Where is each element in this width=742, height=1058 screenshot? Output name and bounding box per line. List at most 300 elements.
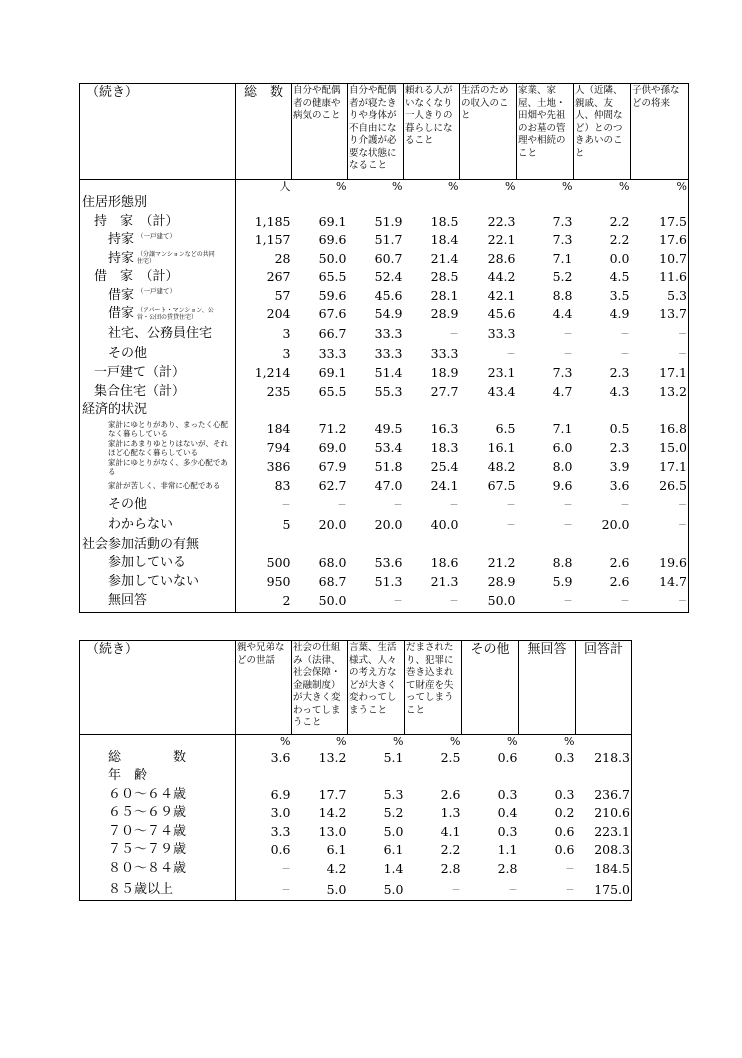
value: 2.6	[609, 573, 630, 589]
value-cell	[517, 231, 574, 250]
value-cell	[236, 287, 292, 306]
value: 0.3	[497, 786, 518, 802]
row-label: 総 数	[108, 750, 187, 765]
value-cell	[348, 305, 404, 324]
value: 2.5	[440, 750, 461, 765]
value-cell	[404, 344, 460, 364]
value: 7.1	[552, 250, 573, 266]
value-cell	[576, 804, 632, 822]
value: 18.5	[430, 213, 459, 229]
value: 55.3	[374, 383, 403, 399]
row-label-cell	[80, 383, 236, 402]
value-cell	[348, 554, 404, 573]
value-cell	[460, 554, 517, 573]
row-label: 参加している	[108, 555, 187, 571]
value-cell	[460, 364, 517, 383]
value: 2.2	[440, 842, 461, 858]
value: 1.4	[383, 861, 404, 877]
column-header: 子供や孫などの将来	[631, 84, 689, 180]
value-cell	[236, 804, 292, 822]
value: 6.1	[383, 842, 404, 858]
value-cell	[517, 573, 574, 592]
value: 24.1	[430, 477, 459, 493]
value: 5.3	[383, 786, 404, 802]
value-cell	[460, 268, 517, 287]
value-cell	[574, 554, 631, 573]
value: －	[281, 885, 291, 896]
value: 51.7	[374, 232, 403, 248]
row-label: 住居形態別	[82, 195, 148, 211]
value: 2.2	[609, 213, 630, 229]
value: 59.6	[318, 287, 347, 303]
value-cell	[404, 458, 460, 477]
value: －	[393, 501, 403, 512]
value-cell	[236, 401, 292, 420]
value-cell	[460, 287, 517, 306]
value-cell	[517, 305, 574, 324]
row-label: 年 齢	[108, 768, 148, 784]
value-cell	[236, 573, 292, 592]
table-row	[80, 287, 689, 306]
value-cell	[292, 804, 348, 822]
table-row	[80, 439, 689, 458]
value-cell	[236, 495, 292, 515]
value: 33.3	[318, 345, 347, 361]
value-cell	[631, 591, 689, 612]
value-cell	[292, 749, 348, 767]
value: －	[620, 329, 630, 340]
value-cell	[405, 823, 462, 841]
value-cell	[631, 383, 689, 402]
value: 25.4	[430, 458, 459, 474]
value: 4.3	[609, 383, 630, 399]
value-cell	[574, 231, 631, 250]
value: 67.5	[487, 477, 516, 493]
row-label-cell	[80, 859, 236, 879]
value: －	[565, 865, 575, 876]
value-cell	[462, 786, 519, 804]
value: －	[563, 349, 573, 360]
row-label-cell	[80, 364, 236, 383]
value-cell	[517, 194, 574, 213]
value: 210.6	[594, 805, 630, 821]
table-row	[80, 495, 689, 515]
value: 386	[266, 458, 291, 474]
row-label: 借 家 （計）	[94, 269, 179, 285]
value-cell	[292, 420, 348, 439]
row-label-cell	[80, 401, 236, 420]
value: －	[563, 501, 573, 512]
value: －	[677, 501, 687, 512]
value-cell	[236, 250, 292, 269]
value-cell	[348, 841, 405, 859]
value: 6.5	[495, 421, 516, 437]
value-cell	[631, 536, 689, 555]
header-row	[80, 84, 689, 180]
value-cell	[517, 554, 574, 573]
table-row	[80, 364, 689, 383]
value: 8.0	[552, 458, 573, 474]
value: 18.4	[430, 232, 459, 248]
value-cell	[574, 401, 631, 420]
value: 175.0	[594, 881, 630, 897]
value-cell	[292, 458, 348, 477]
value-cell	[348, 231, 404, 250]
column-header: 生活のための収入のこと	[460, 84, 517, 180]
corner-label: （続き）	[80, 84, 236, 180]
value-cell	[404, 287, 460, 306]
value: 1,214	[254, 365, 291, 381]
value-cell	[574, 515, 631, 535]
table-row	[80, 591, 689, 612]
value: 0.2	[554, 805, 575, 821]
value-cell	[348, 383, 404, 402]
value: 7.1	[552, 421, 573, 437]
value: 0.3	[554, 786, 575, 802]
value-cell	[517, 439, 574, 458]
value-cell	[519, 804, 576, 822]
value: 51.4	[374, 365, 403, 381]
value: 204	[266, 306, 291, 322]
corner-label: （続き）	[80, 641, 236, 735]
value-cell	[236, 749, 292, 767]
value: 3.3	[270, 823, 291, 839]
value: 20.0	[318, 517, 347, 533]
value-cell	[292, 841, 348, 859]
table-row	[80, 213, 689, 232]
unit-text: %	[336, 180, 347, 193]
row-label: 持家	[108, 250, 135, 266]
value: 20.0	[374, 517, 403, 533]
value-cell	[462, 823, 519, 841]
row-label-sub: （一戸建て）	[137, 287, 177, 296]
value-cell	[348, 880, 405, 901]
value-cell	[348, 573, 404, 592]
value: 0.6	[497, 750, 518, 765]
row-label-cell	[80, 767, 236, 785]
table-row	[80, 250, 689, 269]
value: 51.9	[374, 213, 403, 229]
value: 5.3	[667, 287, 687, 303]
value: 33.3	[430, 345, 459, 361]
row-label-cell	[80, 786, 236, 804]
value-cell	[631, 305, 689, 324]
value-cell	[519, 859, 576, 879]
value-cell	[292, 477, 348, 496]
value: 6.1	[326, 842, 347, 858]
value: 2.6	[440, 786, 461, 802]
table-row	[80, 515, 689, 535]
value-cell	[631, 458, 689, 477]
value-cell	[348, 859, 405, 879]
unit-text: %	[392, 180, 403, 193]
table-age	[79, 640, 632, 901]
row-label: ７０～７４歳	[108, 823, 187, 839]
value-cell	[519, 823, 576, 841]
row-label-sub: （一戸建て）	[137, 231, 177, 240]
value-cell	[236, 231, 292, 250]
value: 223.1	[594, 823, 630, 839]
value-cell	[517, 477, 574, 496]
value-cell	[404, 420, 460, 439]
value-cell	[236, 364, 292, 383]
row-label: ６０～６４歳	[108, 786, 187, 802]
table-row	[80, 573, 689, 592]
value: 3	[282, 345, 291, 361]
value: 27.7	[430, 383, 459, 399]
value-cell	[462, 749, 519, 767]
value: 5.2	[383, 805, 404, 821]
table-row	[80, 536, 689, 555]
value-cell	[460, 458, 517, 477]
table-row	[80, 823, 632, 841]
value-cell	[348, 194, 404, 213]
unit-cell	[404, 180, 460, 195]
value: 53.6	[374, 555, 403, 571]
value-cell	[460, 401, 517, 420]
value-cell	[462, 841, 519, 859]
value-cell	[404, 231, 460, 250]
value-cell	[404, 305, 460, 324]
value-cell	[292, 515, 348, 535]
value: 0.5	[609, 421, 630, 437]
unit-text: %	[564, 735, 575, 748]
value-cell	[236, 439, 292, 458]
value-cell	[236, 420, 292, 439]
value: 218.3	[594, 750, 630, 765]
value: 2.6	[609, 555, 630, 571]
value: 6.0	[552, 439, 573, 455]
value: 7.3	[552, 365, 573, 381]
row-label-cell	[80, 749, 236, 767]
value: 16.3	[430, 421, 459, 437]
row-label: ７５～７９歳	[108, 842, 187, 858]
value-cell	[348, 749, 405, 767]
row-label: 一戸建て（計）	[94, 365, 186, 381]
value-cell	[574, 591, 631, 612]
unit-cell	[519, 735, 576, 750]
table-row	[80, 477, 689, 496]
value-cell	[460, 344, 517, 364]
row-label-cell	[80, 231, 236, 250]
value-cell	[517, 591, 574, 612]
value-cell	[404, 324, 460, 344]
row-label: 家計にゆとりがあり、まったく心配なく暮らしている	[108, 419, 228, 438]
value-cell	[631, 477, 689, 496]
row-label-cell	[80, 495, 236, 515]
row-label: 経済的状況	[82, 402, 148, 418]
value-cell	[236, 477, 292, 496]
table-row	[80, 383, 689, 402]
value: 17.1	[659, 458, 687, 474]
row-label: 集合住宅（計）	[94, 383, 186, 399]
value-cell	[404, 536, 460, 555]
value: 4.5	[609, 269, 630, 285]
value: 47.0	[374, 477, 403, 493]
value-cell	[348, 344, 404, 364]
value-cell	[404, 250, 460, 269]
value-cell	[405, 880, 462, 901]
units-label-cell	[80, 180, 236, 195]
value: 236.7	[594, 786, 630, 802]
value-cell	[348, 591, 404, 612]
value: 794	[266, 439, 291, 455]
column-header: 家業、家屋、土地・田畑や先祖のお墓の管理や相続のこと	[517, 84, 574, 180]
value: －	[449, 329, 459, 340]
unit-text: %	[448, 180, 459, 193]
row-label-cell	[80, 880, 236, 901]
value-cell	[348, 324, 404, 344]
unit-text: %	[393, 735, 404, 748]
value: 69.0	[318, 439, 347, 455]
column-header: 親や兄弟などの世話	[236, 641, 292, 735]
row-label: 家計が苦しく、非常に心配である	[108, 480, 221, 490]
value-cell	[517, 344, 574, 364]
value: 5.0	[383, 823, 404, 839]
value-cell	[292, 767, 348, 785]
value: 17.1	[659, 365, 687, 381]
units-row	[80, 180, 689, 195]
row-label-sub: （分譲マンションなどの共同住宅）	[137, 251, 215, 266]
value: －	[677, 521, 687, 532]
value-cell	[631, 515, 689, 535]
value: 33.3	[374, 325, 403, 341]
value-cell	[460, 495, 517, 515]
unit-cell	[292, 180, 348, 195]
value-cell	[517, 268, 574, 287]
value-cell	[517, 536, 574, 555]
value: 17.5	[659, 213, 687, 229]
table-row	[80, 749, 632, 767]
value: 7.3	[552, 232, 573, 248]
value-cell	[517, 420, 574, 439]
value: －	[565, 885, 575, 896]
value-cell	[574, 287, 631, 306]
value-cell	[348, 268, 404, 287]
value-cell	[460, 194, 517, 213]
value: 15.0	[659, 439, 687, 455]
value-cell	[404, 554, 460, 573]
value-cell	[236, 591, 292, 612]
value: 8.8	[552, 555, 573, 571]
column-header: 言葉、生活様式、人々の考え方などが大きく変わってしまうこと	[348, 641, 405, 735]
value-cell	[462, 859, 519, 879]
value-cell	[348, 213, 404, 232]
value-cell	[292, 591, 348, 612]
header-row	[80, 641, 632, 735]
row-label-cell	[80, 324, 236, 344]
value: 184	[266, 421, 291, 437]
row-label: 借家	[108, 287, 135, 303]
value-cell	[348, 495, 404, 515]
value: 13.2	[659, 383, 687, 399]
value: －	[620, 349, 630, 360]
unit-cell	[348, 180, 404, 195]
value-cell	[519, 786, 576, 804]
row-label: 借家	[108, 306, 135, 322]
unit-cell	[460, 180, 517, 195]
value-cell	[292, 439, 348, 458]
value-cell	[517, 383, 574, 402]
value: 28.9	[430, 306, 459, 322]
column-header: だまされたり、犯罪に巻き込まれて財産を失ってしまうこと	[405, 641, 462, 735]
value: 6.9	[270, 786, 291, 802]
table-housing-economy	[79, 83, 689, 613]
value-cell	[519, 880, 576, 901]
value: －	[677, 329, 687, 340]
value-cell	[404, 401, 460, 420]
row-label: 家計にあまりゆとりはないが、それほど心配なく暮らしている	[108, 438, 228, 457]
row-label-cell	[80, 439, 236, 458]
value: －	[563, 521, 573, 532]
value-cell	[292, 495, 348, 515]
value: 0.6	[554, 842, 575, 858]
value: 50.0	[318, 250, 347, 266]
value: 5	[282, 517, 291, 533]
value-cell	[404, 495, 460, 515]
value-cell	[348, 250, 404, 269]
value-cell	[292, 880, 348, 901]
unit-cell	[348, 735, 405, 750]
value: －	[677, 597, 687, 608]
value: 69.1	[318, 213, 347, 229]
value-cell	[460, 439, 517, 458]
value-cell	[292, 194, 348, 213]
value-cell	[574, 305, 631, 324]
value: 267	[266, 269, 291, 285]
value: 14.7	[659, 573, 687, 589]
value-cell	[348, 364, 404, 383]
value: 18.6	[430, 555, 459, 571]
value-cell	[462, 767, 519, 785]
row-label: 社宅、公務員住宅	[108, 325, 213, 341]
value-cell	[236, 767, 292, 785]
table-row	[80, 767, 632, 785]
value: 48.2	[487, 458, 516, 474]
value: 52.4	[374, 269, 403, 285]
value: 65.5	[318, 269, 347, 285]
value: 44.2	[487, 269, 516, 285]
value-cell	[576, 749, 632, 767]
value-cell	[631, 420, 689, 439]
value: 5.0	[383, 881, 404, 897]
value: 8.8	[552, 287, 573, 303]
value-cell	[574, 250, 631, 269]
value-cell	[292, 573, 348, 592]
value: －	[620, 597, 630, 608]
row-label: 無回答	[108, 593, 148, 609]
value-cell	[404, 213, 460, 232]
value-cell	[292, 401, 348, 420]
table-row	[80, 859, 632, 879]
value-cell	[574, 268, 631, 287]
value-cell	[631, 287, 689, 306]
row-label-cell	[80, 554, 236, 573]
value-cell	[404, 573, 460, 592]
column-header: 総 数	[236, 84, 292, 180]
value: 43.4	[487, 383, 516, 399]
value-cell	[236, 305, 292, 324]
value: 19.6	[659, 555, 687, 571]
value-cell	[405, 859, 462, 879]
value: －	[337, 501, 347, 512]
value: 69.1	[318, 365, 347, 381]
table-row	[80, 344, 689, 364]
value-cell	[348, 823, 405, 841]
unit-cell	[236, 735, 292, 750]
value-cell	[404, 591, 460, 612]
value-cell	[348, 401, 404, 420]
